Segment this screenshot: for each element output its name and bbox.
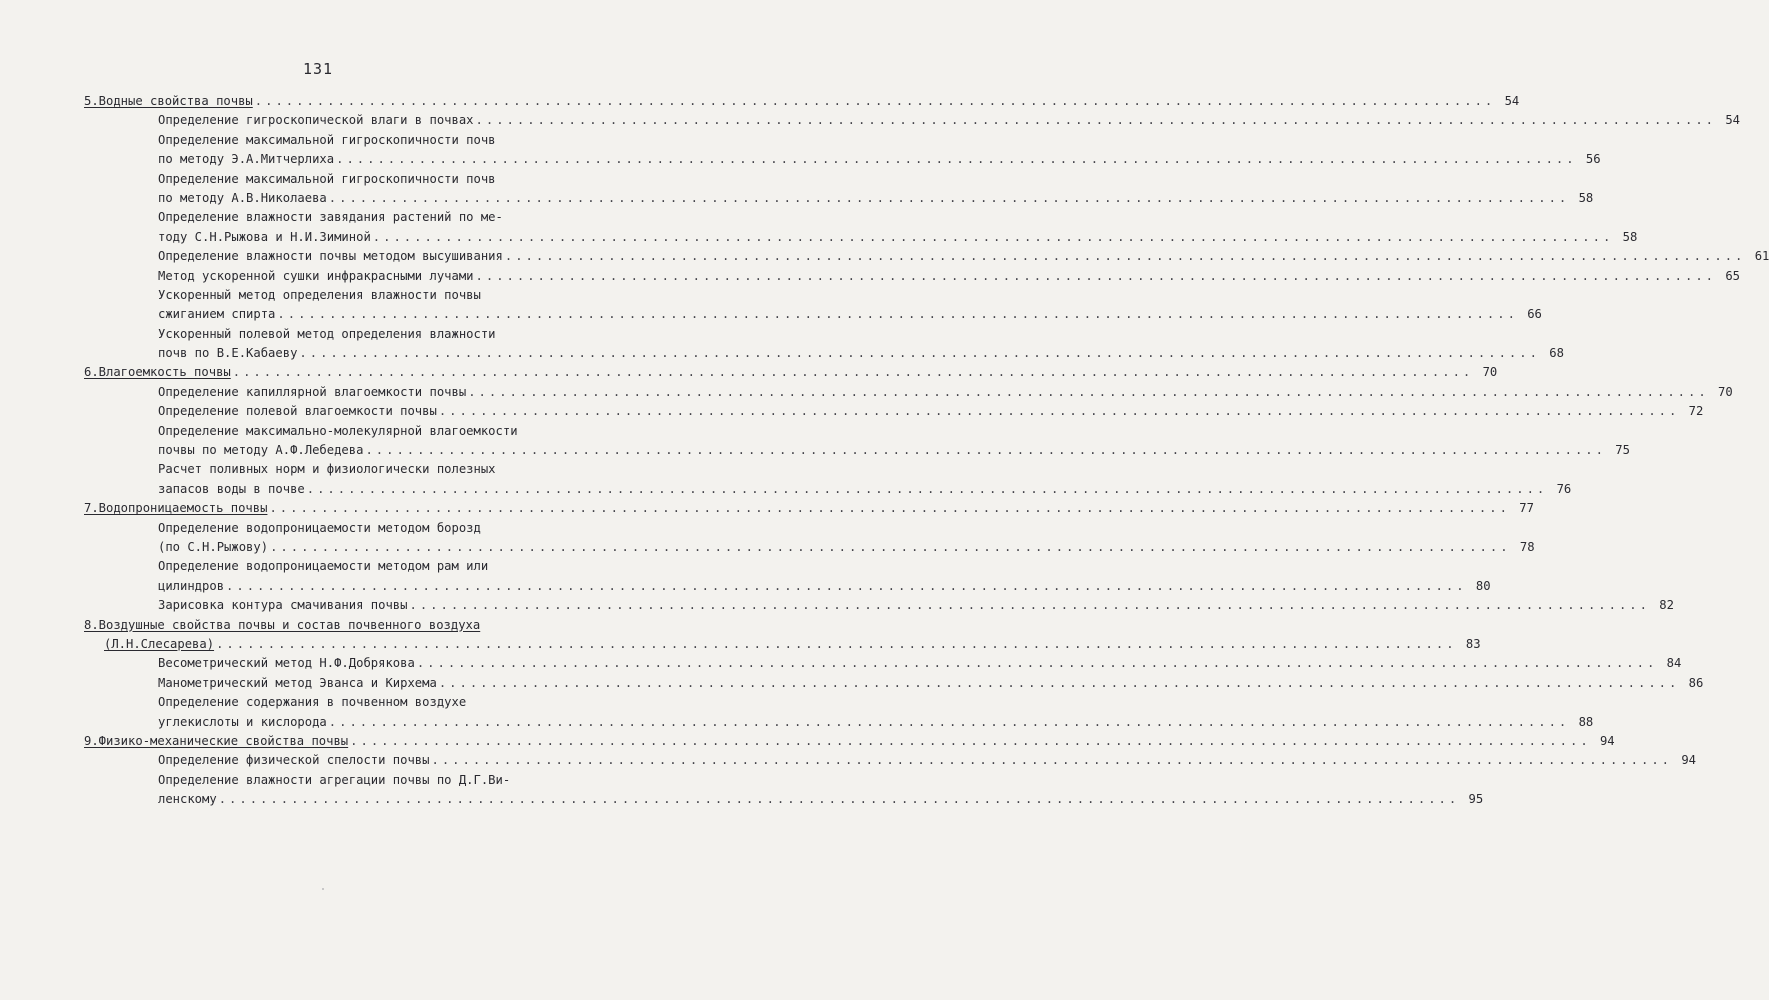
toc-section [84,363,1498,382]
toc-title-line: Определение водопроницаемости методом рам или [158,559,489,574]
toc-subsection [84,383,1733,402]
toc-title-line: Определение физической спелости почвы [158,753,430,768]
toc-title-line: 9.Физико-механические свойства почвы [84,733,349,748]
dot-leader: ........................................................................................................................ [409,598,1650,613]
toc-title-line: Ускоренный полевой метод определения влажности [158,326,496,341]
toc-section [84,732,1615,751]
toc-page-number: 88 [1578,714,1594,729]
dot-leader: ........................................................................................................................ [350,733,1591,748]
toc-subsection [84,208,1638,247]
dot-leader: ........................................................................................................................ [475,268,1717,283]
toc-title-line: цилиндров [158,578,225,593]
toc-page-number: 76 [1556,481,1572,496]
toc-page-number: 58 [1578,190,1594,205]
toc-page-number: 61 [1754,249,1769,264]
toc-title-line: ленскому [158,792,217,807]
toc-section [84,92,1520,111]
dot-leader: ........................................................................................................................ [438,675,1680,690]
toc-title-line: Ускоренный метод определения влажности почвы [158,287,481,302]
toc-page-number: 82 [1659,598,1674,613]
dot-leader: ........................................................................................................................ [468,384,1709,399]
dot-leader: ........................................................................................................................ [226,578,1467,593]
toc-title-line: Определение максимально-молекулярной влагоемкости [158,423,518,438]
dot-leader: ........................................................................................................................ [416,656,1658,671]
toc-subsection [84,557,1491,596]
toc-title-line: Определение содержания в почвенном воздухе [158,695,467,710]
dot-leader: ........................................................................................................................ [232,365,1474,380]
toc-page-number: 94 [1681,753,1696,768]
toc-page-number: 94 [1599,733,1615,748]
toc-subsection [84,422,1630,461]
toc-page-number: 70 [1718,384,1733,399]
toc-title-line: Определение водопроницаемости методом борозд [158,520,481,535]
toc-subsection [84,674,1704,693]
toc-title-line: Метод ускоренной сушки инфракрасными лучами [158,268,474,283]
toc-page-number: 70 [1482,365,1498,380]
toc-title-line: 7.Водопроницаемость почвы [84,501,268,516]
toc-title-line: Определение капиллярной влагоемкости почвы [158,384,467,399]
dot-leader: ........................................................................................................................ [299,346,1540,361]
toc-page-number: 58 [1622,229,1638,244]
toc-subsection [84,325,1564,364]
toc-section [84,616,1481,655]
toc-subsection [84,771,1484,810]
dot-leader: ........................................................................................................................ [504,249,1746,264]
toc-page-number: 78 [1519,539,1535,554]
toc-title-line: Определение максимальной гигроскопичности почв [158,132,496,147]
toc-page-number: 54 [1725,113,1741,128]
page-number: 131 [302,60,334,78]
toc-title-line: 5.Водные свойства почвы [84,94,253,108]
dot-leader: ........................................................................................................................ [336,152,1577,167]
toc-title-line: Весометрический метод Н.Ф.Добрякова [158,656,415,671]
dot-leader: ........................................................................................................................ [306,481,1548,496]
dot-leader: ........................................................................................................................ [438,404,1680,419]
toc-title-line: углекислоты и кислорода [158,714,327,729]
toc-subsection [84,654,1682,673]
toc-subsection [84,286,1542,325]
paper-speck [322,888,324,890]
toc-title-line: Расчет поливных норм и физиологически полезных [158,462,496,477]
toc-title-line: Определение максимальной гигроскопичности почв [158,171,496,186]
toc-subsection [84,247,1769,266]
dot-leader: ........................................................................................................................ [431,753,1672,768]
dot-leader: ........................................................................................................................ [277,307,1518,322]
toc-title-line: Определение влажности агрегации почвы по Д.Г.Ви- [158,772,511,787]
dot-leader: ........................................................................................................................ [475,113,1717,128]
toc-title-line: Зарисовка контура смачивания почвы [158,598,408,613]
toc-subsection [84,693,1594,732]
toc-page-number: 95 [1468,792,1484,807]
toc-title-line: Определение гигроскопической влаги в почвах [158,113,474,128]
toc-page-number: 77 [1519,501,1534,516]
toc-title-line: почвы по методу А.Ф.Лебедева [158,443,364,458]
dot-leader: ........................................................................................................................ [269,501,1510,516]
toc-title-line: почв по В.Е.Кабаеву [158,346,298,361]
toc-subsection [84,751,1696,770]
toc-page-number: 86 [1688,675,1704,690]
toc-page-number: 54 [1504,94,1520,108]
dot-leader: ........................................................................................................................ [328,190,1570,205]
toc-title-line: по методу А.В.Николаева [158,190,327,205]
toc-title-line: 8.Воздушные свойства почвы и состав почвенного воздуха [84,617,481,632]
toc-page-number: 83 [1465,636,1481,651]
toc-title-line: (Л.Н.Слесарева) [104,636,215,651]
toc-section [84,499,1534,518]
dot-leader: ........................................................................................................................ [216,636,1457,651]
toc-page-number: 65 [1725,268,1741,283]
toc-title-line: Определение полевой влагоемкости почвы [158,404,437,419]
toc-subsection [84,460,1572,499]
toc-title-line: Определение влажности завядания растений по ме- [158,210,503,225]
toc-subsection [84,267,1741,286]
toc-subsection [84,402,1704,421]
dot-leader: ........................................................................................................................ [218,792,1460,807]
dot-leader: ........................................................................................................................ [254,94,1496,108]
toc-title-line: 6.Влагоемкость почвы [84,365,231,380]
toc-title-line: Манометрический метод Эванса и Кирхема [158,675,437,690]
toc-title-line: сжиганием спирта [158,307,276,322]
toc-page-number: 75 [1615,443,1630,458]
toc-page-number: 56 [1585,152,1601,167]
dot-leader: ........................................................................................................................ [328,714,1570,729]
toc-page-number: 80 [1475,578,1491,593]
toc-subsection [84,519,1535,558]
toc-title-line: тоду С.Н.Рыжова и Н.И.Зиминой [158,229,371,244]
toc-page-number: 68 [1549,346,1564,361]
toc-subsection [84,596,1674,615]
toc-title-line: запасов воды в почве [158,481,305,496]
toc-title-line: (по С.Н.Рыжову) [158,539,269,554]
toc-page-number: 66 [1527,307,1542,322]
table-of-contents [84,92,1769,809]
dot-leader: ........................................................................................................................ [372,229,1614,244]
dot-leader: ........................................................................................................................ [270,539,1511,554]
toc-title-line: Определение влажности почвы методом высушивания [158,249,503,264]
toc-subsection [84,131,1601,170]
toc-page-number: 72 [1688,404,1704,419]
toc-subsection [84,111,1741,130]
toc-subsection [84,170,1594,209]
toc-title-line: по методу Э.А.Митчерлиха [158,152,335,167]
dot-leader: ........................................................................................................................ [365,443,1606,458]
toc-page-number: 84 [1666,656,1682,671]
